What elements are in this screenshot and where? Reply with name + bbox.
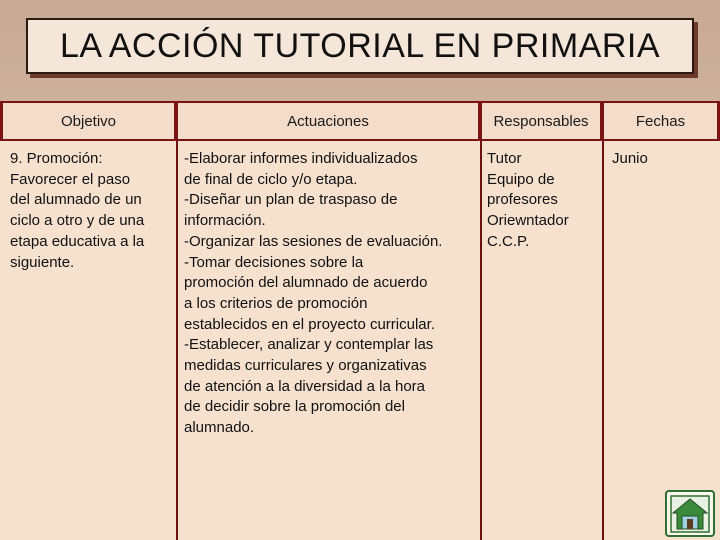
home-button[interactable] bbox=[665, 490, 715, 537]
home-icon bbox=[670, 495, 710, 533]
column-divider bbox=[602, 141, 604, 540]
cell-actuaciones: -Elaborar informes individualizados de final de ciclo y/o etapa. -Diseñar un plan de traspaso de información. -Organizar las sesiones de evaluación. -Tomar decisiones sobre la promoción del alumnado de acuerdo a los criterios de promoción establecidos en el proyecto curricular. -Establecer, analizar y contemplar las medidas curriculares y organizativas de atención a la diversidad a la hora de decidir sobre la promoción del alumnado. bbox=[184, 150, 443, 437]
cell-responsables: Tutor Equipo de profesores Oriewntador C.C.P. bbox=[487, 150, 569, 250]
header-responsables: Responsables bbox=[482, 103, 600, 139]
table-header-row bbox=[0, 101, 720, 141]
header-objetivo: Objetivo bbox=[3, 103, 174, 139]
header-fechas: Fechas bbox=[604, 103, 717, 139]
page-title: LA ACCIÓN TUTORIAL EN PRIMARIA bbox=[59, 26, 661, 65]
cell-fechas: Junio bbox=[612, 150, 648, 167]
title-box bbox=[26, 18, 694, 74]
column-divider bbox=[480, 141, 482, 540]
cell-objetivo: 9. Promoción: Favorecer el paso del alumnado de un ciclo a otro y de una etapa educativa a la siguiente. bbox=[10, 150, 145, 271]
tutorial-table bbox=[0, 101, 720, 540]
column-divider bbox=[176, 141, 178, 540]
header-actuaciones: Actuaciones bbox=[178, 103, 478, 139]
